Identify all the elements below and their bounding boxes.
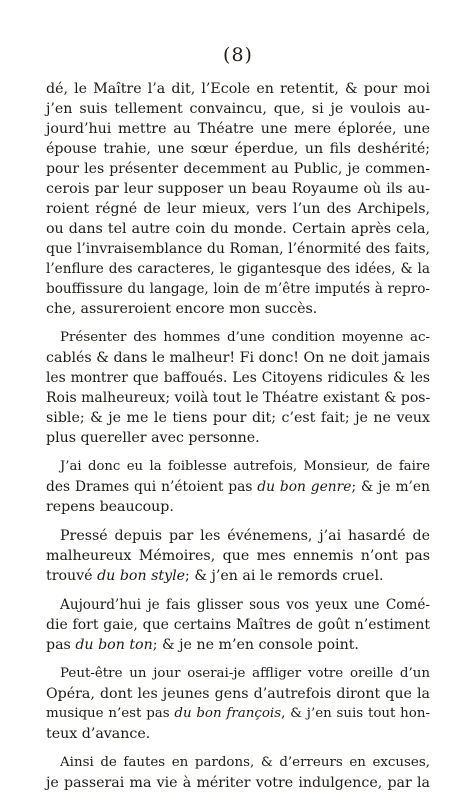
text-line: j’en suis tellement convaincu, que, si je voulois au-	[46, 101, 430, 117]
text-line: plus quereller avec personne.	[46, 430, 260, 446]
text-line: pour les présenter decemment au Public, je commen-	[46, 161, 430, 177]
paragraph-drames	[46, 457, 430, 517]
text-line: sible; & je me le tiens pour dit; c’est fait; je ne veux	[46, 410, 430, 426]
text-line: teux d’avance.	[46, 726, 151, 742]
text-line: ou dans tel autre coin du monde. Certain après cela,	[46, 221, 430, 237]
text-line: die fort gaie, que certains Maîtres de goût n’estiment	[46, 617, 430, 633]
paragraph-continuation	[46, 79, 430, 319]
text-line: trouvé du bon style; & j’en ai le remords cruel.	[46, 568, 384, 584]
text-line: roient régné de leur mieux, vers l’un des Archipels,	[46, 201, 430, 217]
text-line: bouffissure du langage, loin de m’être imputés à repro-	[46, 281, 430, 297]
text-line: Ainsi de fautes en pardons, & d’erreurs en excuses,	[60, 755, 430, 770]
text-line: Présenter des hommes d’une condition moyenne ac-	[60, 330, 430, 345]
paragraph-comedie	[46, 595, 430, 655]
text-line: J’ai donc eu la foiblesse autrefois, Monsieur, de faire	[60, 459, 430, 474]
text-line: Pressé depuis par les événemens, j’ai hasardé de	[60, 528, 430, 544]
text-line: pas du bon ton; & je ne m’en console point.	[46, 637, 359, 653]
paragraph-opera	[46, 664, 430, 744]
text-line: repens beaucoup.	[46, 499, 174, 515]
paragraph-citizens	[46, 328, 430, 448]
text-line: cablés & dans le malheur! Fi donc! On ne doit jamais	[46, 350, 430, 366]
paragraph-memoires	[46, 526, 430, 586]
text-line: des Drames qui n’étoient pas du bon genre; & je m’en	[46, 479, 430, 495]
text-line: Aujourd’hui je fais glisser sous vos yeux une Comé-	[60, 597, 430, 613]
text-line: che, assureroient encore mon succès.	[46, 301, 318, 317]
text-line: cerois par leur supposer un beau Royaume où ils au-	[46, 181, 430, 197]
text-line: malheureux Mémoires, que mes ennemis n’ont pas	[46, 548, 430, 564]
text-line: Rois malheureux; voilà tout le Théatre existant & pos-	[46, 390, 431, 406]
text-line: musique n’est pas du bon françois, & j’en suis tout hon-	[46, 706, 430, 721]
text-line: les montrer que baffoués. Les Citoyens ridicules & les	[46, 370, 430, 386]
paragraph-indulgence	[46, 753, 430, 793]
text-line: Opéra, dont les jeunes gens d’autrefois diront que la	[46, 686, 430, 702]
text-line: épouse trahie, une sœur éperdue, un fils deshérité;	[46, 141, 430, 157]
text-line: l’enflure des caracteres, le gigantesque des idées, & la	[46, 261, 430, 277]
text-line: je passerai ma vie à mériter votre indulgence, par la	[46, 775, 430, 791]
text-line: jourd’hui mettre au Théatre une mere éplorée, une	[46, 121, 430, 137]
text-line: que l’invraisemblance du Roman, l’énormité des faits,	[46, 241, 430, 257]
page-number: (8)	[223, 44, 253, 66]
text-line: Peut-être un jour oserai-je affliger votre oreille d’un	[60, 666, 430, 681]
text-line: dé, le Maître l’a dit, l’Ecole en retentit, & pour moi	[46, 81, 430, 97]
